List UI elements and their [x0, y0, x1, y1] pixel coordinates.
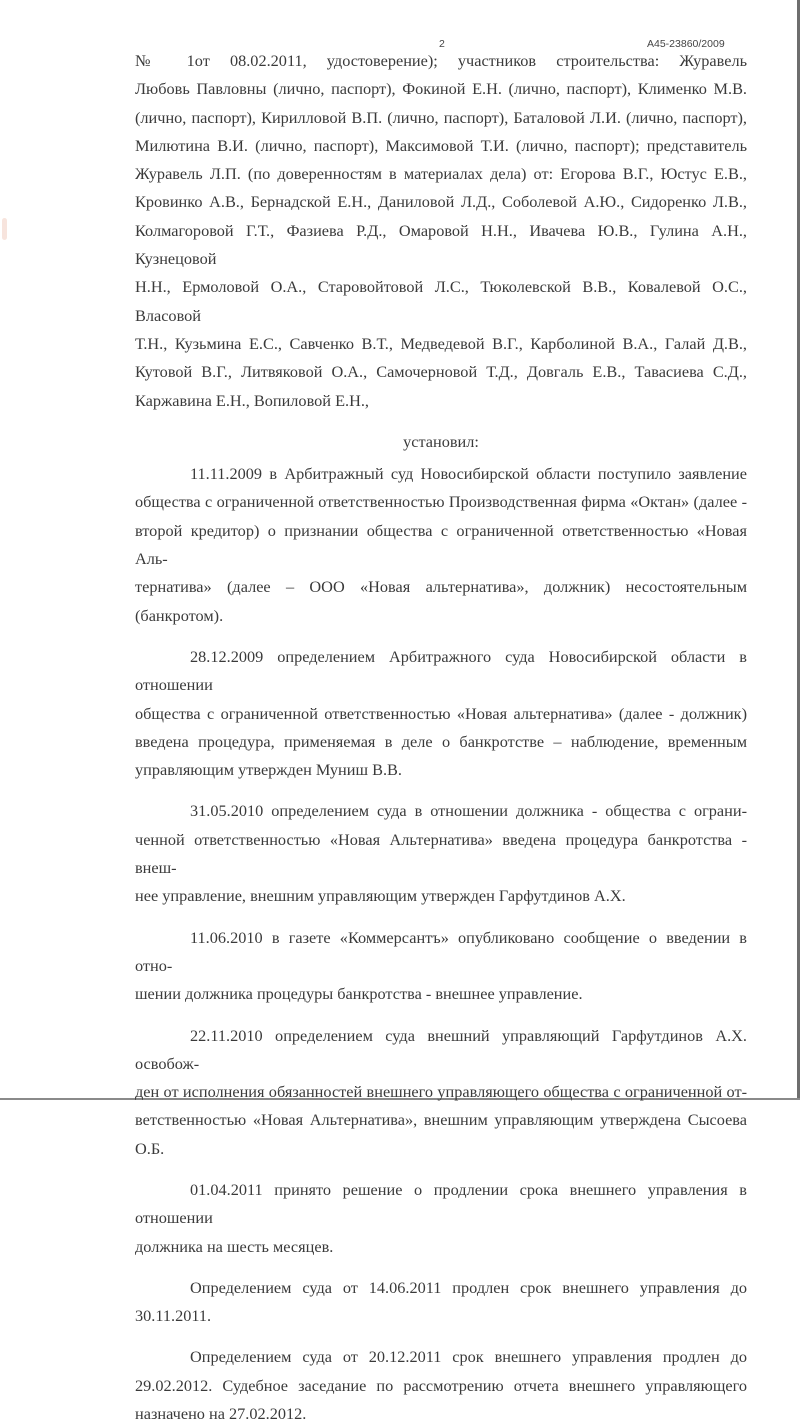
paragraph-2	[135, 643, 747, 784]
text-line: Колмагоровой Г.Т., Фазиева Р.Д., Омаровой Н.Н., Ивачева Ю.В., Гулина А.Н., Кузнецовой	[135, 220, 747, 269]
text-line: Милютина В.И. (лично, паспорт), Максимовой Т.И. (лично, паспорт); представитель	[135, 135, 747, 155]
text-line: № 1от 08.02.2011, удостоверение); участников строительства: Журавель	[135, 51, 747, 70]
text-line: ченной ответственностью «Новая Альтернатива» введена процедура банкротства - внеш-	[135, 829, 747, 878]
text-line: ден от исполнения обязанностей внешнего управляющего общества с ограниченной от-	[135, 1082, 747, 1102]
text-line: Любовь Павловны (лично, паспорт), Фокиной Е.Н. (лично, паспорт), Клименко М.В.	[135, 79, 747, 99]
text-line: Кутовой В.Г., Литвяковой О.А., Самочерновой Т.Д., Довгаль Е.В., Тавасиева С.Д.,	[135, 362, 747, 382]
section-heading: установил:	[403, 431, 479, 451]
text-line: 30.11.2011.	[135, 1306, 212, 1326]
text-line: Кровинко А.В., Бернадской Е.Н., Даниловой Л.Д., Соболевой А.Ю., Сидоренко Л.В.,	[135, 192, 747, 212]
paragraph-4	[135, 924, 747, 1009]
text-line: (лично, паспорт), Кирилловой В.П. (лично, паспорт), Баталовой Л.И. (лично, паспорт),	[135, 107, 747, 127]
text-line: нее управление, внешним управляющим утвержден Гарфутдинов А.Х.	[135, 886, 626, 906]
text-line: тернатива» (далее – ООО «Новая альтернатива», должник) несостоятельным (банкротом).	[135, 577, 747, 625]
scan-smudge	[2, 218, 7, 240]
text-line: О.Б.	[135, 1138, 165, 1158]
text-line: Каржавина Е.Н., Вопиловой Е.Н.,	[135, 390, 369, 410]
paragraph-5	[135, 1022, 747, 1163]
page-number: 2	[439, 38, 445, 50]
text-line: введена процедура, применяемая в деле о банкротстве – наблюдение, временным	[135, 731, 747, 751]
paragraph-7	[135, 1274, 747, 1331]
text-line: общества с ограниченной ответственностью «Новая альтернатива» (далее - должник)	[135, 703, 747, 723]
text-line: Н.Н., Ермоловой О.А., Старовойтовой Л.С., Тюколевской В.В., Ковалевой О.С., Власовой	[135, 277, 747, 325]
paragraph-6	[135, 1176, 747, 1261]
text-line: общества с ограниченной ответственностью Производственная фирма «Октан» (далее -	[135, 492, 747, 512]
text-line: 01.04.2011 принято решение о продлении срока внешнего управления в отношении	[135, 1179, 747, 1228]
paragraph-3	[135, 797, 747, 910]
text-line: Журавель Л.П. (по доверенностям в материалах дела) от: Егорова В.Г., Юстус Е.В.,	[135, 164, 747, 184]
text-line: должника на шесть месяцев.	[135, 1236, 334, 1256]
case-number: А45-23860/2009	[647, 38, 725, 50]
text-line: Т.Н., Кузьмина Е.С., Савченко В.Т., Медведевой В.Г., Карболиной В.А., Галай Д.В.,	[135, 333, 747, 353]
text-line: 22.11.2010 определением суда внешний управляющий Гарфутдинов А.Х. освобож-	[135, 1025, 747, 1073]
text-line: 28.12.2009 определением Арбитражного суда Новосибирской области в отношении	[135, 646, 747, 695]
text-line: управляющим утвержден Муниш В.В.	[135, 760, 402, 780]
paragraph-8	[135, 1343, 747, 1428]
text-line: 29.02.2012. Судебное заседание по рассмотрению отчета внешнего управляющего	[135, 1375, 747, 1395]
text-line: 11.06.2010 в газете «Коммерсантъ» опубликовано сообщение о введении в отно-	[135, 927, 747, 975]
text-line: 11.11.2009 в Арбитражный суд Новосибирской области поступило заявление	[190, 464, 747, 484]
text-line: второй кредитор) о признании общества с ограниченной ответственностью «Новая Аль-	[135, 520, 747, 569]
text-line: назначено на 27.02.2012.	[135, 1404, 307, 1424]
text-line: шении должника процедуры банкротства - внешнее управление.	[135, 984, 583, 1004]
text-line: 31.05.2010 определением суда в отношении должника - общества с ограни-	[190, 801, 747, 821]
text-line: Определением суда от 20.12.2011 срок внешнего управления продлен до	[190, 1347, 747, 1367]
document-body	[135, 47, 747, 1428]
intro-paragraph	[135, 47, 747, 415]
text-line: Определением суда от 14.06.2011 продлен срок внешнего управления до	[190, 1277, 747, 1297]
paragraph-1	[135, 460, 747, 630]
text-line: ветственностью «Новая Альтернатива», внешним управляющим утверждена Сысоева	[135, 1110, 747, 1130]
